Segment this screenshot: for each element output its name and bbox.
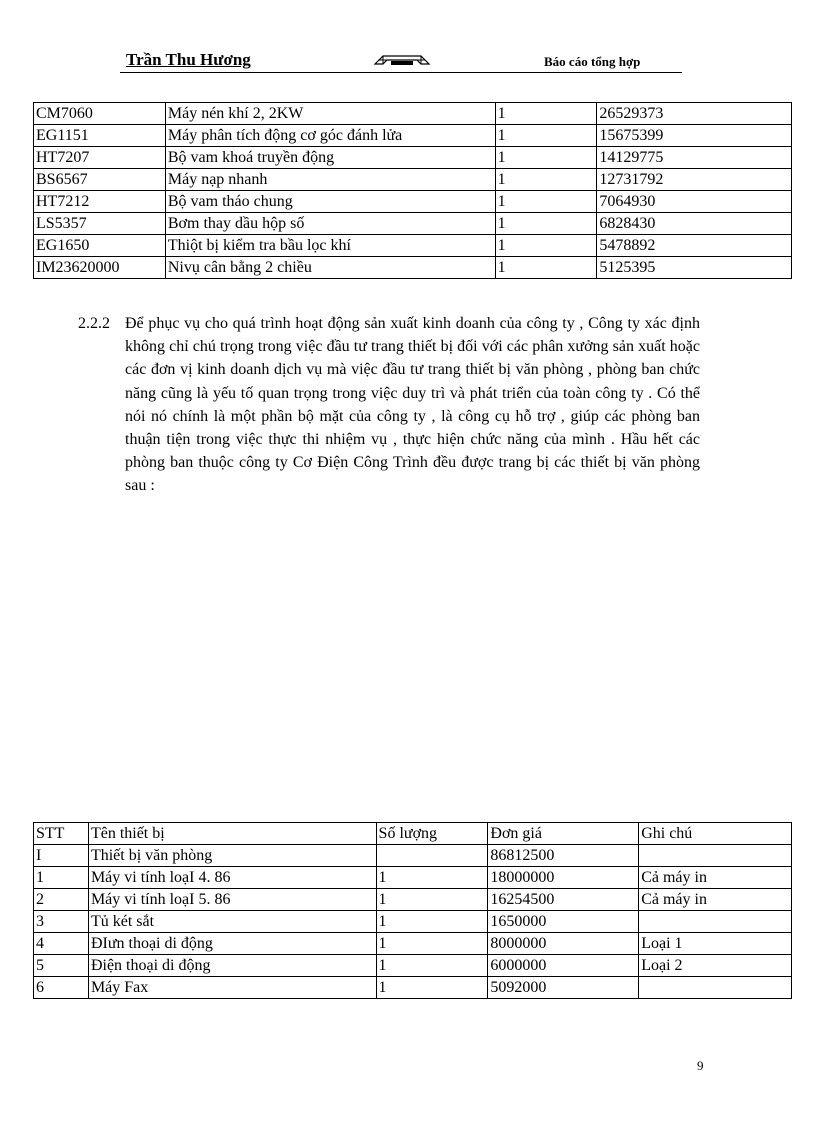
table-cell: Cả máy in xyxy=(639,889,792,911)
page-number: 9 xyxy=(697,1058,704,1073)
section-paragraph xyxy=(78,312,700,498)
equipment-table xyxy=(33,102,792,279)
table-cell: 1 xyxy=(376,933,488,955)
table-cell: IM23620000 xyxy=(34,257,166,279)
table-cell: 1 xyxy=(495,125,597,147)
header-rule xyxy=(120,72,682,73)
table-row xyxy=(34,213,792,235)
section-number: 2.2.2 xyxy=(78,315,110,332)
table-cell: Cả máy in xyxy=(639,867,792,889)
page-header xyxy=(120,48,682,72)
table-header-row xyxy=(34,823,792,845)
table-row xyxy=(34,933,792,955)
table-cell: BS6567 xyxy=(34,169,166,191)
table-cell: EG1151 xyxy=(34,125,166,147)
column-header: Đơn giá xyxy=(488,823,639,845)
table-cell: Tủ két sắt xyxy=(88,911,376,933)
column-header: Ghi chú xyxy=(639,823,792,845)
table-cell: 7064930 xyxy=(597,191,792,213)
table-cell: Máy phân tích động cơ góc đánh lửa xyxy=(165,125,495,147)
table-cell: 1 xyxy=(495,213,597,235)
table-cell: 14129775 xyxy=(597,147,792,169)
table-cell: 12731792 xyxy=(597,169,792,191)
table-cell: Nivụ cân bằng 2 chiều xyxy=(165,257,495,279)
table-cell: 5478892 xyxy=(597,235,792,257)
table-cell: 1 xyxy=(34,867,89,889)
table-cell: 1 xyxy=(495,191,597,213)
table-cell: Máy Fax xyxy=(88,977,376,999)
table-row xyxy=(34,845,792,867)
table-row xyxy=(34,235,792,257)
table-cell: Bơm thay dầu hộp số xyxy=(165,213,495,235)
table-cell xyxy=(376,845,488,867)
table-row xyxy=(34,169,792,191)
table-cell: HT7207 xyxy=(34,147,166,169)
table-row xyxy=(34,191,792,213)
table-row xyxy=(34,103,792,125)
table-cell: 1 xyxy=(495,169,597,191)
table-row xyxy=(34,125,792,147)
table-cell: Máy nén khí 2, 2KW xyxy=(165,103,495,125)
table-cell: 6 xyxy=(34,977,89,999)
column-header: Tên thiết bị xyxy=(88,823,376,845)
table-row xyxy=(34,867,792,889)
column-header: Số lượng xyxy=(376,823,488,845)
table-row xyxy=(34,955,792,977)
table-cell: 8000000 xyxy=(488,933,639,955)
scroll-ornament-icon xyxy=(373,52,431,68)
table-cell: 1 xyxy=(495,235,597,257)
table-cell: 2 xyxy=(34,889,89,911)
table-cell: 6000000 xyxy=(488,955,639,977)
table-cell: 1 xyxy=(376,889,488,911)
table-cell: LS5357 xyxy=(34,213,166,235)
table-cell: 1 xyxy=(376,867,488,889)
table-cell: Máy vi tính loạI 5. 86 xyxy=(88,889,376,911)
table-cell: CM7060 xyxy=(34,103,166,125)
table-cell: 18000000 xyxy=(488,867,639,889)
table-cell: 86812500 xyxy=(488,845,639,867)
table-cell: 1 xyxy=(376,977,488,999)
table-cell: Bộ vam tháo chung xyxy=(165,191,495,213)
table-cell: 5125395 xyxy=(597,257,792,279)
table-cell: 5 xyxy=(34,955,89,977)
office-equipment-table xyxy=(33,822,792,999)
table-cell xyxy=(639,977,792,999)
table-cell: 3 xyxy=(34,911,89,933)
table-cell: HT7212 xyxy=(34,191,166,213)
table-row xyxy=(34,147,792,169)
table-cell: 16254500 xyxy=(488,889,639,911)
table-cell: 26529373 xyxy=(597,103,792,125)
column-header: STT xyxy=(34,823,89,845)
table-cell: Máy nạp nhanh xyxy=(165,169,495,191)
table-cell: ĐIưn thoại di động xyxy=(88,933,376,955)
table-cell: 6828430 xyxy=(597,213,792,235)
table-cell: 1 xyxy=(376,911,488,933)
table-cell: I xyxy=(34,845,89,867)
table-cell: Loại 2 xyxy=(639,955,792,977)
table-cell: 4 xyxy=(34,933,89,955)
table-cell: 15675399 xyxy=(597,125,792,147)
table-cell: 1650000 xyxy=(488,911,639,933)
section-text: Để phục vụ cho quá trình hoạt động sản xuất kinh doanh của công ty , Công ty xác định không chỉ chú trọng trong việc đầu tư trang thiết bị đối với các phân xưởng sản xuất hoặc các đơn vị kinh doanh dịch vụ mà việc đầu tư trang thiết bị văn phòng , phòng ban chức năng cũng là yếu tố quan trọng trong việc duy trì và phát triển của toàn công ty . Có thể nói nó chính là một phần bộ mặt của công ty , là công cụ hỗ trợ , giúp các phòng ban thuận tiện trong việc thực thi nhiệm vụ , thực hiện chức năng của mình . Hầu hết các phòng ban thuộc công ty Cơ Điện Công Trình đều được trang bị các thiết bị văn phòng sau : xyxy=(125,315,700,495)
table-cell xyxy=(639,845,792,867)
table-cell: Loại 1 xyxy=(639,933,792,955)
author-name: Trần Thu Hương xyxy=(126,50,251,69)
table-cell: Thiết bị văn phòng xyxy=(88,845,376,867)
table-cell xyxy=(639,911,792,933)
table-row xyxy=(34,977,792,999)
table-row xyxy=(34,911,792,933)
table-cell: 1 xyxy=(495,147,597,169)
table-cell: 5092000 xyxy=(488,977,639,999)
table-row xyxy=(34,889,792,911)
table-cell: 1 xyxy=(495,103,597,125)
report-title: Báo cáo tổng hợp xyxy=(544,54,641,69)
table-cell: 1 xyxy=(376,955,488,977)
table-cell: 1 xyxy=(495,257,597,279)
table-cell: EG1650 xyxy=(34,235,166,257)
table-cell: Máy vi tính loạI 4. 86 xyxy=(88,867,376,889)
table-cell: Thiột bị kiểm tra bầu lọc khí xyxy=(165,235,495,257)
table-row xyxy=(34,257,792,279)
table-cell: Bộ vam khoá truyền động xyxy=(165,147,495,169)
table-cell: Điện thoại di động xyxy=(88,955,376,977)
